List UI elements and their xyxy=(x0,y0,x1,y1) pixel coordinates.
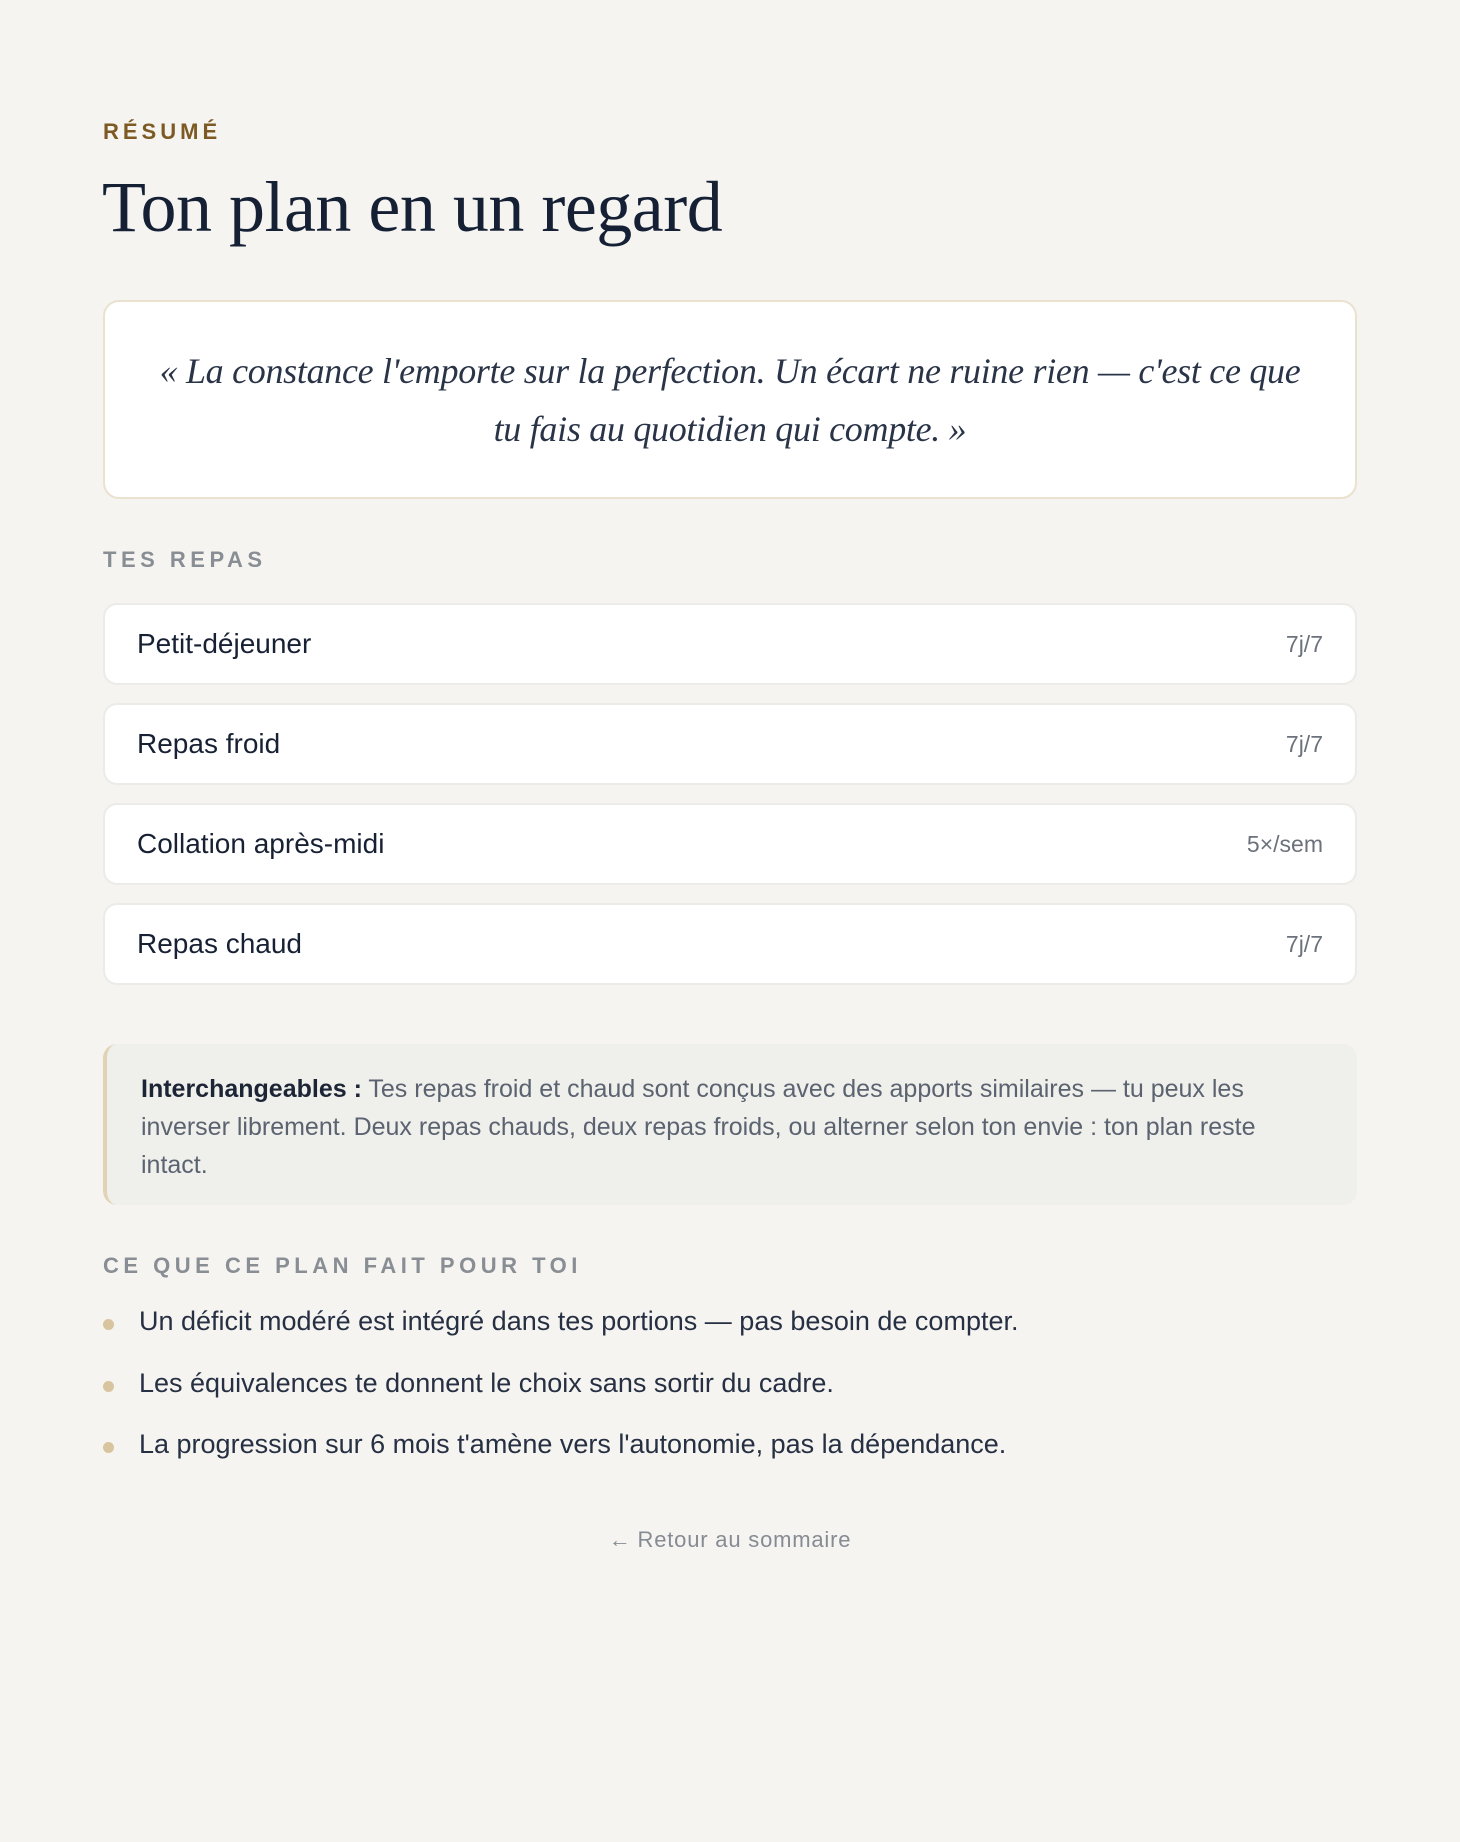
meal-name: Petit-déjeuner xyxy=(137,628,312,659)
bullet-dot-icon xyxy=(103,1381,114,1392)
meals-section-label: TES REPAS xyxy=(103,547,267,572)
arrow-left-icon: ← xyxy=(608,1527,632,1552)
meal-row-breakfast xyxy=(103,603,1357,685)
benefit-item xyxy=(103,1429,1018,1491)
meal-name: Repas froid xyxy=(137,728,281,759)
meal-frequency: 7j/7 xyxy=(1285,930,1323,957)
note-heading: Interchangeables : xyxy=(141,1075,362,1103)
section-eyebrow: RÉSUMÉ xyxy=(103,119,222,144)
benefit-item xyxy=(103,1368,1018,1430)
meal-row-afternoon-snack xyxy=(103,803,1357,885)
benefit-text: La progression sur 6 mois t'amène vers l'autonomie, pas la dépendance. xyxy=(139,1429,1007,1459)
bullet-dot-icon xyxy=(103,1442,114,1453)
quote-card xyxy=(103,300,1357,499)
benefit-list xyxy=(103,1306,1018,1491)
back-to-summary-link[interactable] xyxy=(0,1527,1460,1553)
note-body: Tes repas froid et chaud sont conçus avec des apports similaires — tu peux les inverser librement. Deux repas chauds, deux repas froids, ou alterner selon ton envie : ton plan reste intact. xyxy=(141,1075,1256,1179)
interchangeable-note xyxy=(103,1044,1357,1205)
back-link-label: Retour au sommaire xyxy=(637,1527,852,1552)
benefit-item xyxy=(103,1306,1018,1368)
meal-name: Repas chaud xyxy=(137,928,303,959)
bullet-dot-icon xyxy=(103,1319,114,1330)
meal-frequency: 5×/sem xyxy=(1246,830,1323,857)
quote-text: « La constance l'emporte sur la perfection. Un écart ne ruine rien — c'est ce que tu fais au quotidien qui compte. » xyxy=(159,350,1301,449)
meal-row-cold-meal xyxy=(103,703,1357,785)
meal-row-hot-meal xyxy=(103,903,1357,985)
meal-frequency: 7j/7 xyxy=(1285,630,1323,657)
benefit-text: Un déficit modéré est intégré dans tes portions — pas besoin de compter. xyxy=(139,1306,1019,1336)
meal-frequency: 7j/7 xyxy=(1285,730,1323,757)
meal-list xyxy=(103,603,1357,985)
benefit-text: Les équivalences te donnent le choix sans sortir du cadre. xyxy=(139,1367,834,1398)
benefits-section-label: CE QUE CE PLAN FAIT POUR TOI xyxy=(103,1253,582,1278)
page-title: Ton plan en un regard xyxy=(102,167,723,247)
meal-name: Collation après-midi xyxy=(137,828,385,859)
